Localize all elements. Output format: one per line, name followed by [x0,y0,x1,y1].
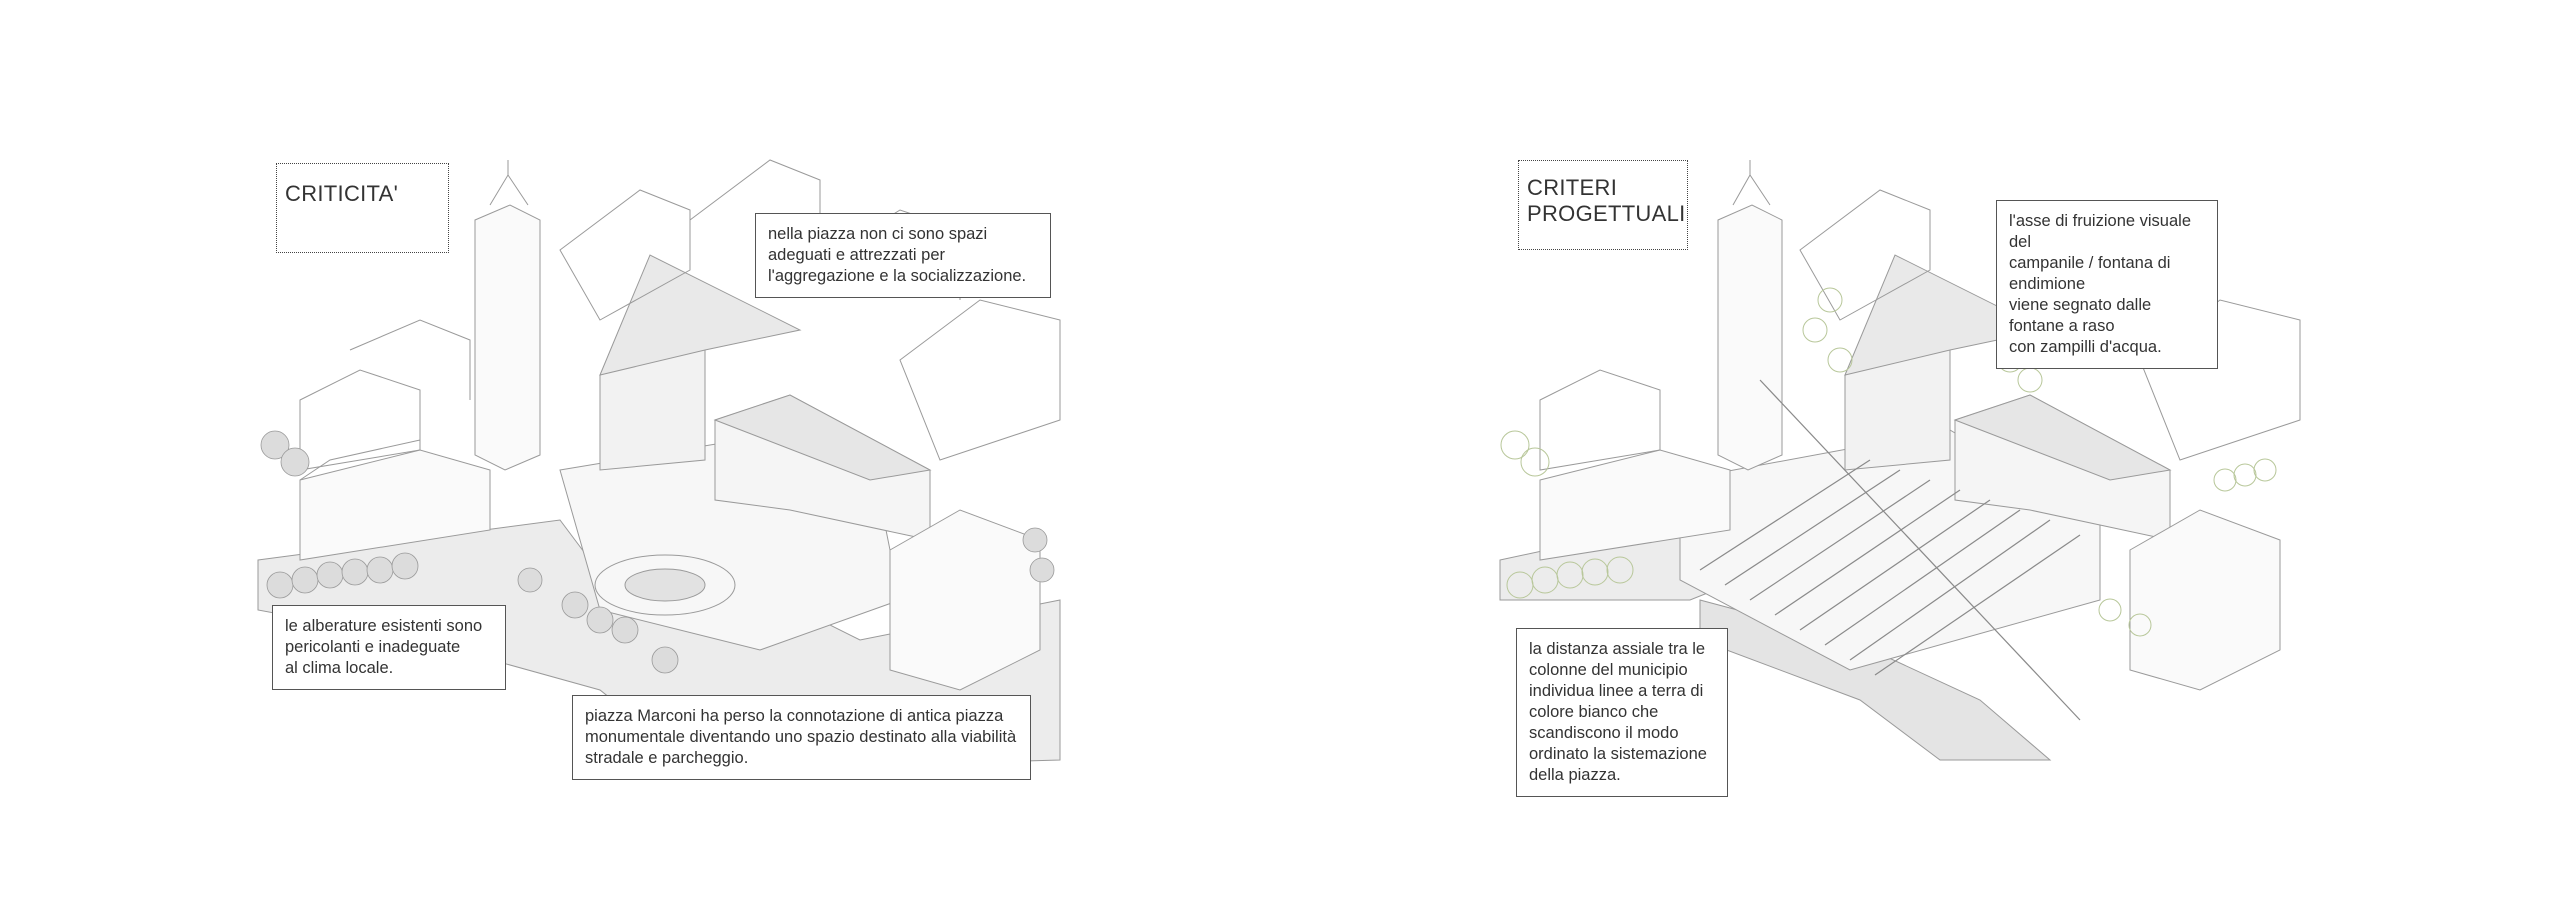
left-note-bottom-right: piazza Marconi ha perso la connotazione di antica piazza monumentale diventando uno spazio destinato alla viabilità stradale e parcheggio. [572,695,1031,780]
left-title: CRITICITA' [276,163,449,253]
right-note-top-right: l'asse di fruizione visuale del campanile / fontana di endimione viene segnato dalle fontane a raso con zampilli d'acqua. [1996,200,2218,369]
left-note-bottom-left: le alberature esistenti sono pericolanti e inadeguate al clima locale. [272,605,506,690]
right-title: CRITERI PROGETTUALI [1518,160,1688,250]
right-note-bottom-left: la distanza assiale tra le colonne del municipio individua linee a terra di colore bianco che scandiscono il modo ordinato la sistemazione della piazza. [1516,628,1728,797]
right-buildings-east [2130,510,2280,690]
right-bell-tower [1718,205,1782,470]
left-note-top-right: nella piazza non ci sono spazi adeguati e attrezzati per l'aggregazione e la socializzazione. [755,213,1051,298]
